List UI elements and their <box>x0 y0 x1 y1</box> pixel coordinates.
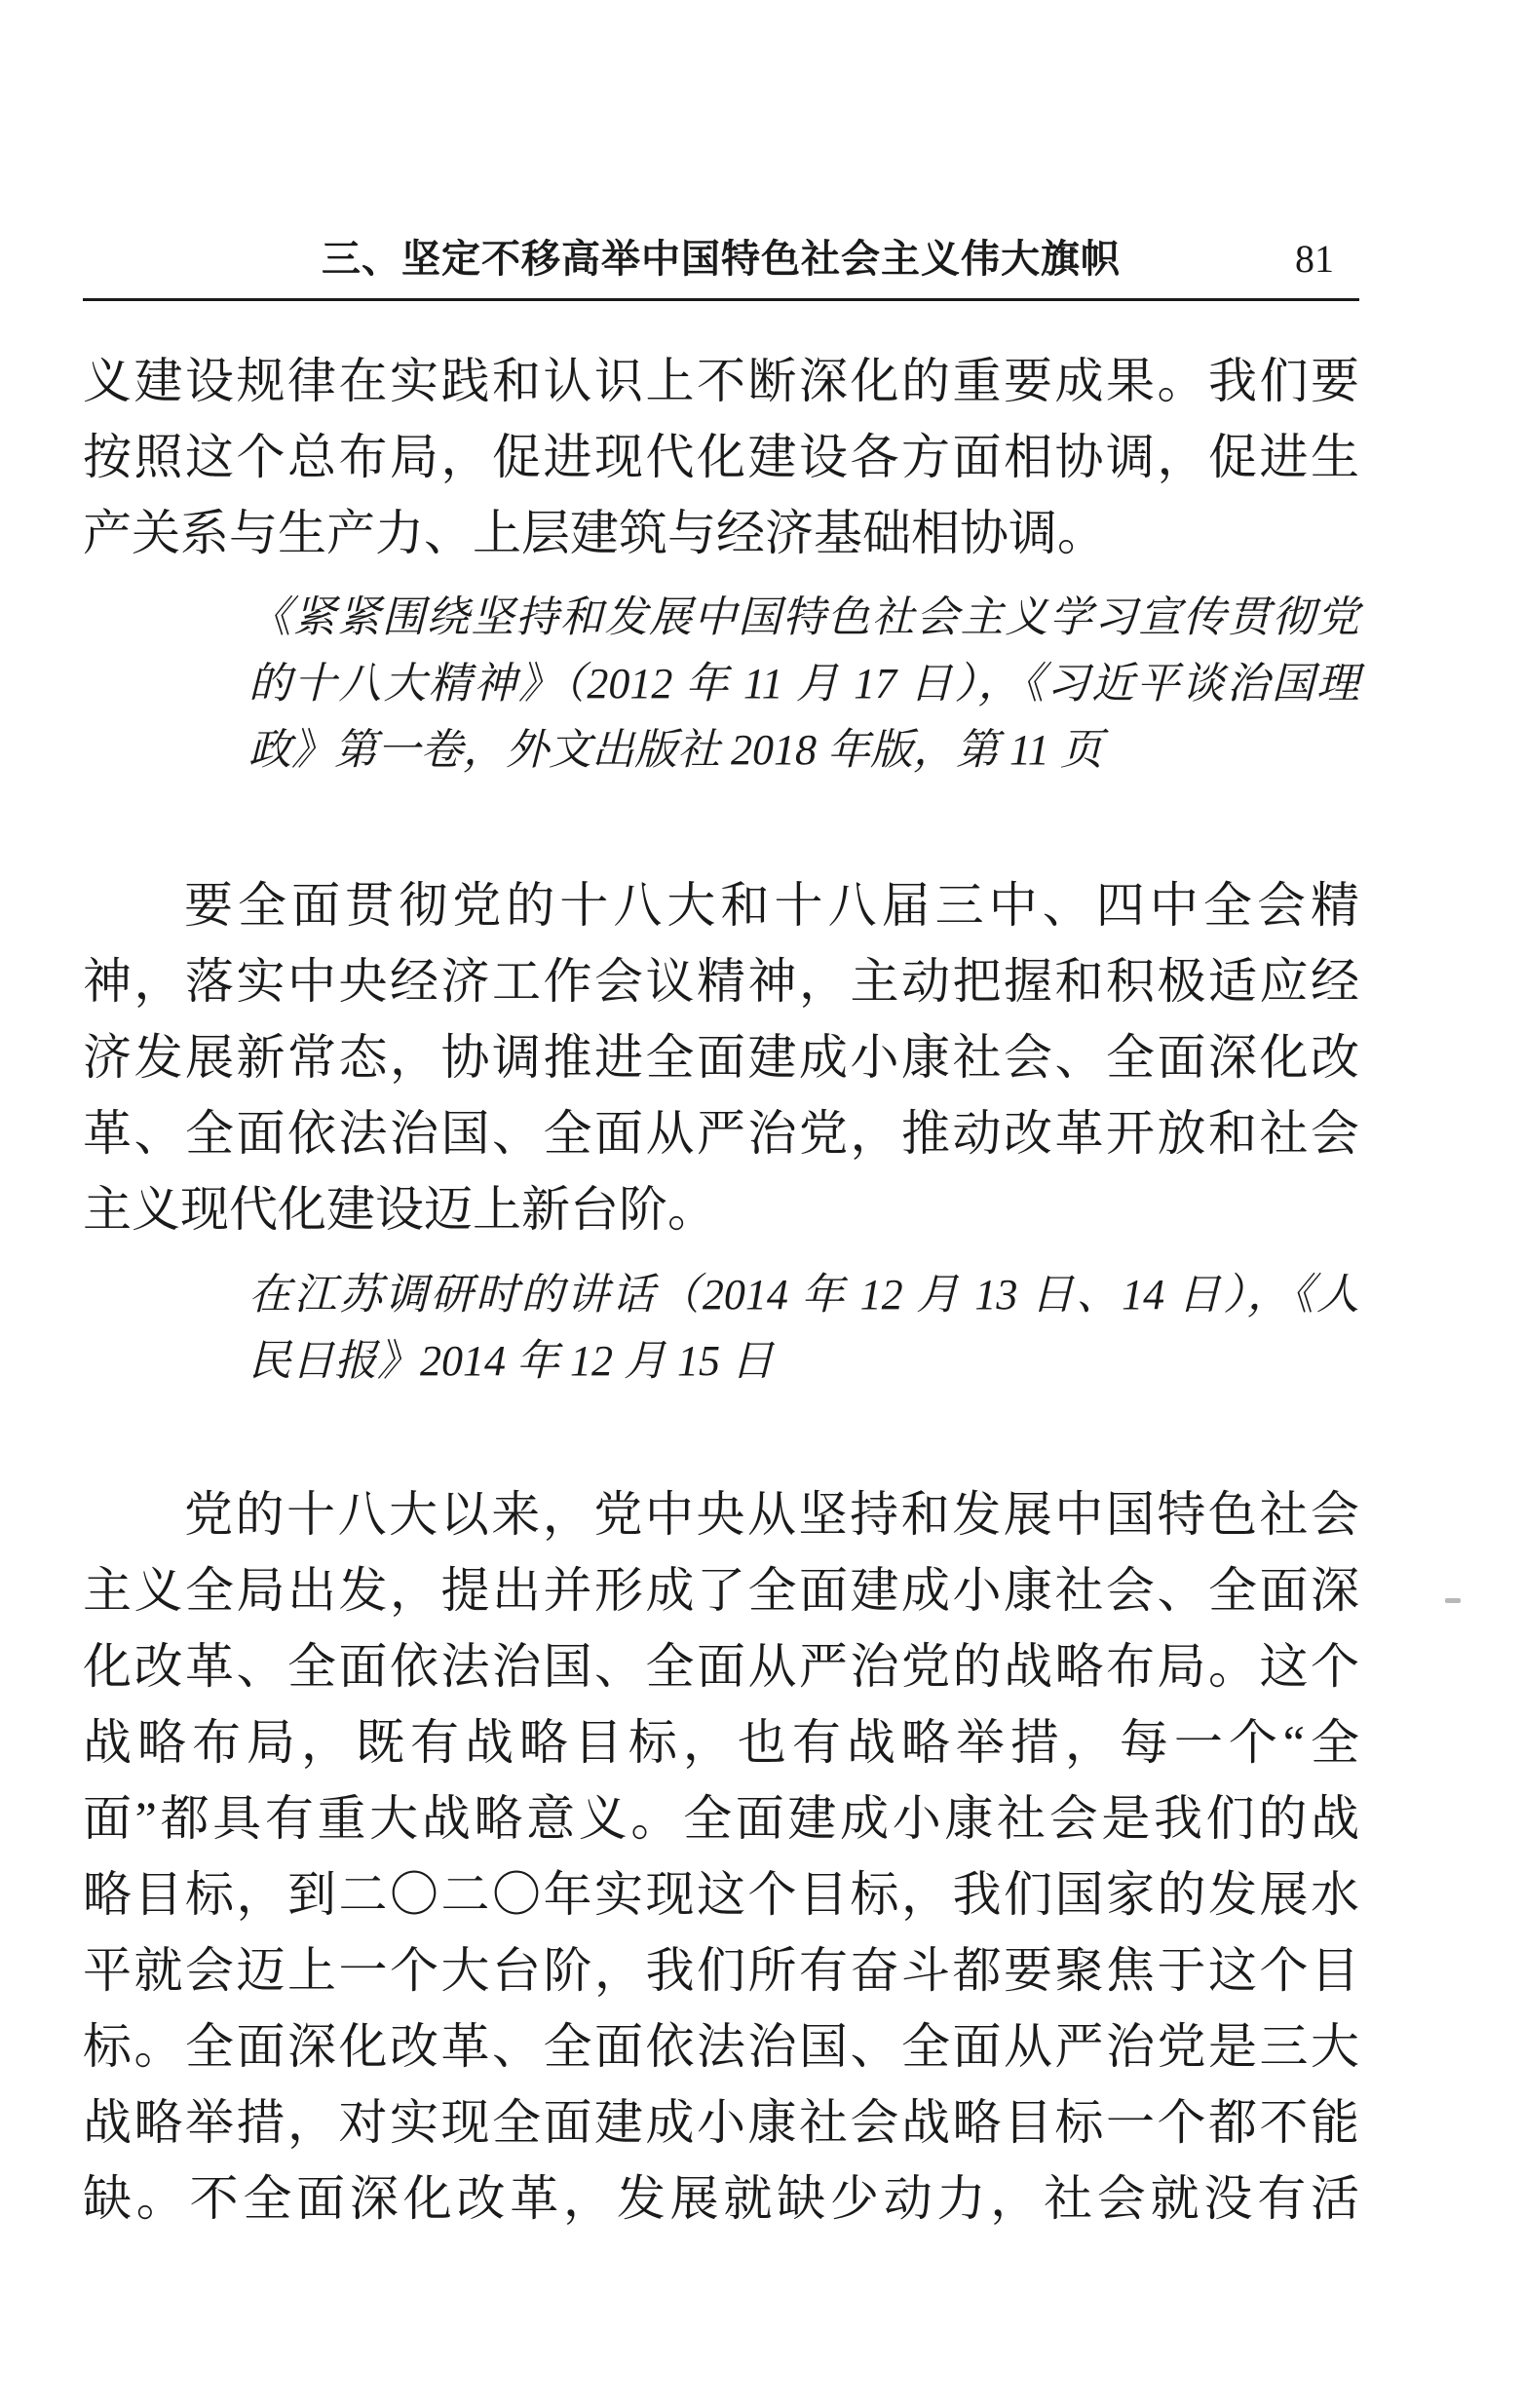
citation-line: 政》第一卷，外文出版社 2018 年版，第 11 页 <box>248 726 1103 774</box>
header-rule <box>83 298 1359 301</box>
text-line: 主义现代化建设迈上新台阶。 <box>83 1182 716 1237</box>
text-line: 济发展新常态，协调推进全面建成小康社会、全面深化改 <box>83 1030 1359 1085</box>
text-line: 按照这个总布局，促进现代化建设各方面相协调，促进生 <box>83 430 1359 484</box>
text-line: 神，落实中央经济工作会议精神，主动把握和积极适应经 <box>83 954 1359 1009</box>
text-line: 要全面贯彻党的十八大和十八届三中、四中全会精 <box>184 878 1359 933</box>
text-line: 战略举措，对实现全面建成小康社会战略目标一个都不能 <box>83 2095 1359 2150</box>
text-line: 产关系与生产力、上层建筑与经济基础相协调。 <box>83 506 1106 560</box>
citation-line: 《紧紧围绕坚持和发展中国特色社会主义学习宣传贯彻党 <box>248 593 1359 641</box>
text-line: 化改革、全面依法治国、全面从严治党的战略布局。这个 <box>83 1639 1359 1694</box>
paragraph-2 <box>83 867 1359 1247</box>
citation-line: 的十八大精神》（2012 年 11 月 17 日），《习近平谈治国理 <box>248 660 1359 707</box>
text-line: 革、全面依法治国、全面从严治党，推动改革开放和社会 <box>83 1106 1359 1161</box>
text-line: 缺。不全面深化改革，发展就缺少动力，社会就没有活 <box>83 2171 1359 2226</box>
paragraph-1 <box>83 343 1359 571</box>
scan-artifact <box>1445 1598 1461 1603</box>
text-line: 面”都具有重大战略意义。全面建成小康社会是我们的战 <box>83 1791 1359 1846</box>
text-line: 义建设规律在实践和认识上不断深化的重要成果。我们要 <box>83 354 1359 408</box>
chapter-title: 三、坚定不移高举中国特色社会主义伟大旗帜 <box>322 238 1121 281</box>
running-header <box>83 236 1359 283</box>
citation-1 <box>248 585 1359 784</box>
page-number: 81 <box>1295 237 1334 281</box>
citation-2 <box>248 1262 1359 1395</box>
text-line: 党的十八大以来，党中央从坚持和发展中国特色社会 <box>184 1487 1359 1542</box>
text-line: 标。全面深化改革、全面依法治国、全面从严治党是三大 <box>83 2019 1359 2074</box>
text-column <box>83 0 1359 2236</box>
text-line: 战略布局，既有战略目标，也有战略举措，每一个“全 <box>83 1715 1359 1770</box>
text-line: 主义全局出发，提出并形成了全面建成小康社会、全面深 <box>83 1563 1359 1618</box>
text-line: 平就会迈上一个大台阶，我们所有奋斗都要聚焦于这个目 <box>83 1943 1359 1998</box>
citation-line: 民日报》2014 年 12 月 15 日 <box>248 1337 774 1385</box>
text-line: 略目标，到二〇二〇年实现这个目标，我们国家的发展水 <box>83 1867 1359 1922</box>
paragraph-3 <box>83 1476 1359 2236</box>
citation-line: 在江苏调研时的讲话（2014 年 12 月 13 日、14 日），《人 <box>248 1271 1359 1319</box>
